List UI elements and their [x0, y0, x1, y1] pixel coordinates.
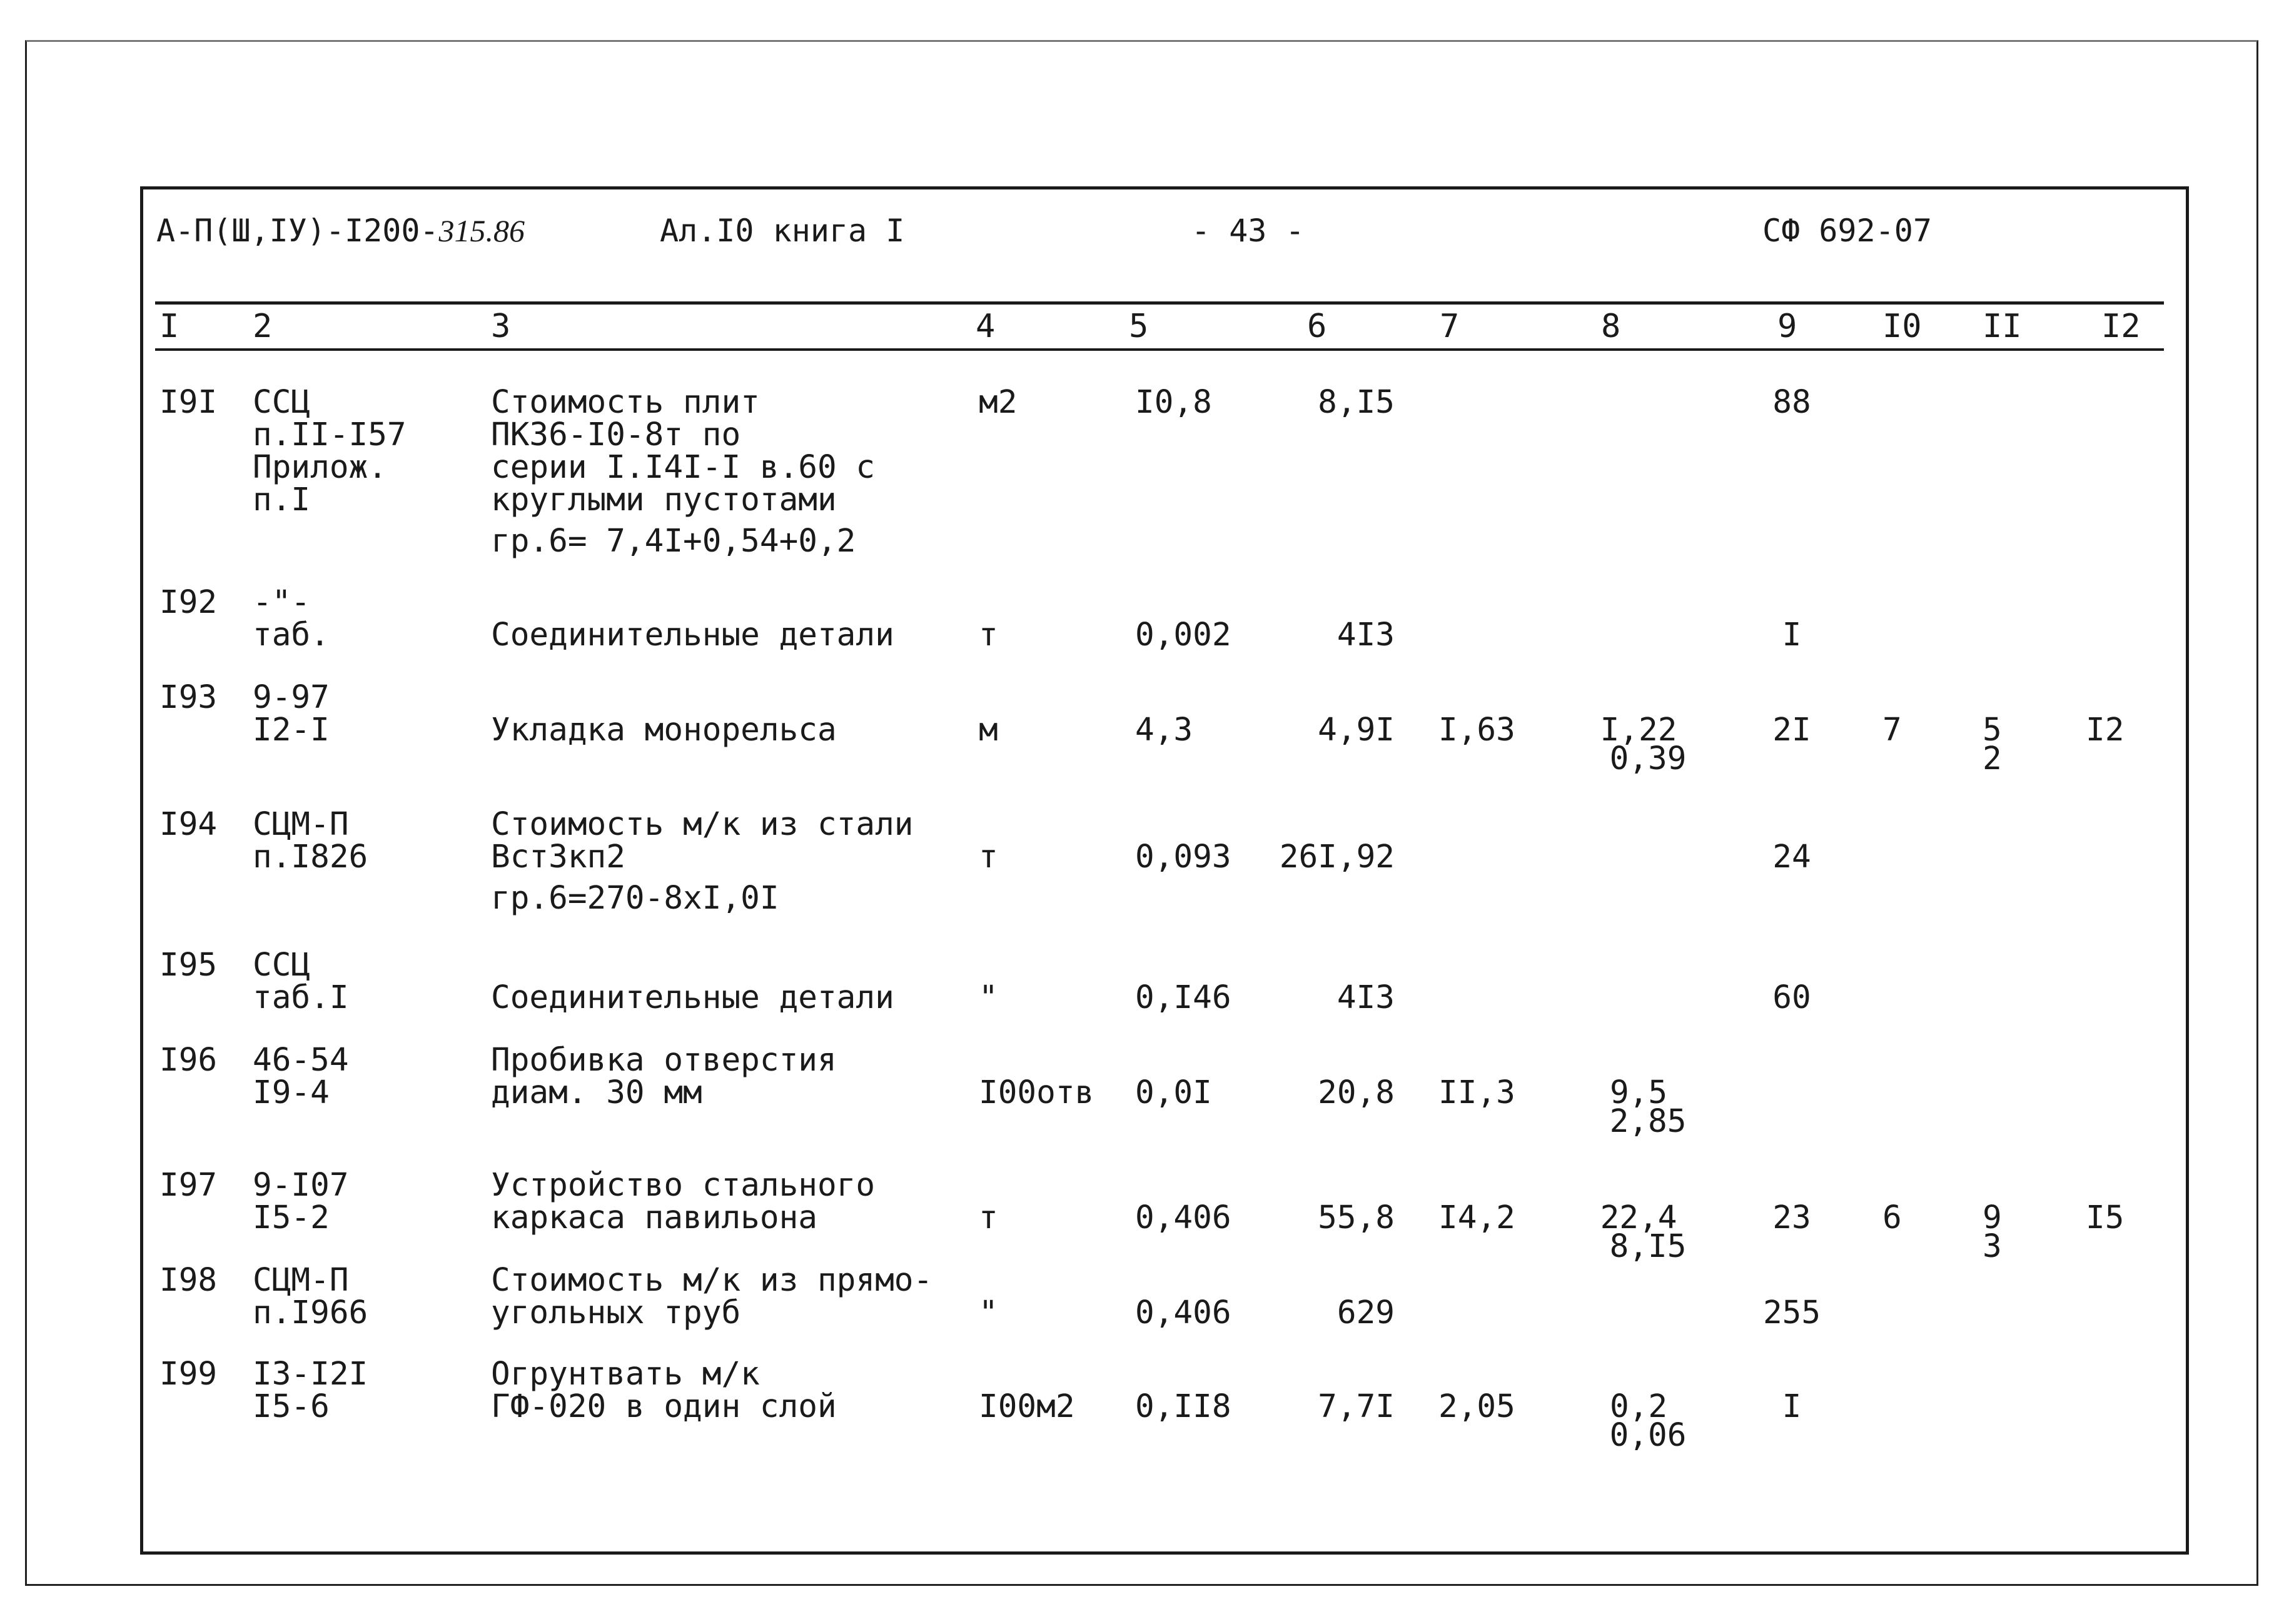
- row-quantity: 0,406: [1135, 1199, 1231, 1236]
- row-description: Соединительные детали: [491, 617, 894, 653]
- column-number-7: 7: [1440, 308, 1460, 345]
- row-col10: 6: [1882, 1199, 1902, 1236]
- row-quantity: 0,093: [1135, 839, 1231, 875]
- row-number: I92: [159, 584, 218, 621]
- row-description: Стоимость плит ПК36-I0-8т по серии I.I4I-I в.60 с круглыми пустотами: [491, 384, 876, 518]
- row-quantity: 0,0I: [1135, 1074, 1212, 1111]
- row-col9: 60: [1772, 979, 1811, 1016]
- row-reference: -"- таб.: [253, 584, 330, 653]
- row-reference: СЦМ-П п.I826: [253, 806, 368, 875]
- row-number: I93: [159, 679, 218, 716]
- row-col8-bottom: 2,85: [1609, 1103, 1687, 1140]
- column-number-4: 4: [976, 308, 996, 345]
- document-code-suffix: 315.86: [438, 213, 525, 248]
- row-col8-bottom: 8,I5: [1609, 1228, 1687, 1265]
- row-description-note: гр.6=270-8хI,0I: [491, 880, 779, 917]
- column-number-10: I0: [1882, 308, 1922, 345]
- row-col11-bottom: 2: [1983, 740, 2002, 777]
- row-unit: т: [979, 617, 998, 653]
- row-col12: I2: [2086, 712, 2125, 749]
- column-number-3: 3: [491, 308, 511, 345]
- row-quantity: 0,002: [1135, 617, 1231, 653]
- row-reference: 46-54 I9-4: [253, 1042, 349, 1111]
- row-col10: 7: [1882, 712, 1902, 749]
- row-quantity: 0,406: [1135, 1294, 1231, 1331]
- row-description: Пробивка отверстия диам. 30 мм: [491, 1042, 837, 1111]
- sheet-code: СФ 692-07: [1762, 213, 1932, 249]
- row-col12: I5: [2086, 1199, 2125, 1236]
- row-col7: 2,05: [1438, 1388, 1515, 1425]
- row-col9: 255: [1762, 1294, 1821, 1331]
- album-label: Ал.I0 книга I: [660, 213, 905, 249]
- row-unit: I00м2: [979, 1388, 1075, 1425]
- row-price: 20,8: [1318, 1074, 1395, 1111]
- row-reference: 9-97 I2-I: [253, 679, 330, 749]
- column-number-6: 6: [1307, 308, 1327, 345]
- row-quantity: 0,I46: [1135, 979, 1231, 1016]
- row-price: 4,9I: [1318, 712, 1395, 749]
- row-unit: т: [979, 1199, 998, 1236]
- page-number: - 43 -: [1191, 213, 1305, 249]
- row-quantity: 0,II8: [1135, 1388, 1231, 1425]
- row-col11-top: 9: [1983, 1199, 2002, 1236]
- row-number: I97: [159, 1167, 218, 1204]
- row-description: Укладка монорельса: [491, 712, 837, 749]
- row-description: Соединительные детали: [491, 979, 894, 1016]
- row-col11-bottom: 3: [1983, 1228, 2002, 1265]
- row-reference: ССЦ п.II-I57 Прилож. п.I: [253, 384, 407, 518]
- row-unit: I00отв: [979, 1074, 1094, 1111]
- row-price: 4I3: [1337, 617, 1395, 653]
- row-unit: т: [979, 839, 998, 875]
- row-col7: II,3: [1438, 1074, 1515, 1111]
- row-description: Устройство стального каркаса павильона: [491, 1167, 876, 1236]
- row-col9: 2I: [1772, 712, 1811, 749]
- column-number-1: I: [159, 308, 179, 345]
- row-col9: 24: [1772, 839, 1811, 875]
- column-number-8: 8: [1601, 308, 1621, 345]
- row-number: I99: [159, 1356, 218, 1393]
- column-number-11: II: [1983, 308, 2022, 345]
- row-col8-bottom: 0,39: [1609, 740, 1687, 777]
- row-unit: м: [979, 712, 998, 749]
- row-col7: I4,2: [1438, 1199, 1515, 1236]
- row-reference: I3-I2I I5-6: [253, 1356, 368, 1425]
- row-description: Огрунтвать м/к ГФ-020 в один слой: [491, 1356, 837, 1425]
- row-price: 7,7I: [1318, 1388, 1395, 1425]
- document-code-text: А-П(Ш,IУ)-I200-: [156, 213, 439, 249]
- row-number: I95: [159, 947, 218, 984]
- row-number: I94: [159, 806, 218, 843]
- row-col7: I,63: [1438, 712, 1515, 749]
- row-number: I9I: [159, 384, 218, 421]
- row-price: 55,8: [1318, 1199, 1395, 1236]
- row-col11-top: 5: [1983, 712, 2002, 749]
- row-col8-top: 22,4: [1600, 1199, 1677, 1236]
- row-unit: м2: [979, 384, 1018, 421]
- row-price: 26I,92: [1279, 839, 1395, 875]
- row-unit: ": [979, 1294, 998, 1331]
- row-reference: ССЦ таб.I: [253, 947, 349, 1016]
- row-col8-top: 9,5: [1609, 1074, 1668, 1111]
- row-quantity: 4,3: [1135, 712, 1193, 749]
- row-quantity: I0,8: [1135, 384, 1212, 421]
- row-col9: 23: [1772, 1199, 1811, 1236]
- row-col8-bottom: 0,06: [1609, 1417, 1687, 1454]
- column-number-9: 9: [1777, 308, 1797, 345]
- row-price: 8,I5: [1318, 384, 1395, 421]
- row-unit: ": [979, 979, 998, 1016]
- row-description: Стоимость м/к из стали Вст3кп2: [491, 806, 914, 875]
- row-col9: I: [1782, 1388, 1802, 1425]
- row-description: Стоимость м/к из прямо- угольных труб: [491, 1262, 933, 1331]
- row-col8-top: I,22: [1600, 712, 1677, 749]
- document-code: [156, 213, 525, 249]
- header-rule-bottom: [155, 348, 2164, 351]
- row-reference: 9-I07 I5-2: [253, 1167, 349, 1236]
- row-col9: 88: [1772, 384, 1811, 421]
- column-number-2: 2: [253, 308, 273, 345]
- row-price: 629: [1337, 1294, 1395, 1331]
- row-price: 4I3: [1337, 979, 1395, 1016]
- row-reference: СЦМ-П п.I966: [253, 1262, 368, 1331]
- row-number: I98: [159, 1262, 218, 1299]
- column-number-5: 5: [1129, 308, 1149, 345]
- row-description-note: гр.6= 7,4I+0,54+0,2: [491, 523, 856, 560]
- row-col9: I: [1782, 617, 1802, 653]
- column-number-12: I2: [2101, 308, 2141, 345]
- row-number: I96: [159, 1042, 218, 1079]
- header-rule-top: [155, 301, 2164, 305]
- row-col8-top: 0,2: [1609, 1388, 1668, 1425]
